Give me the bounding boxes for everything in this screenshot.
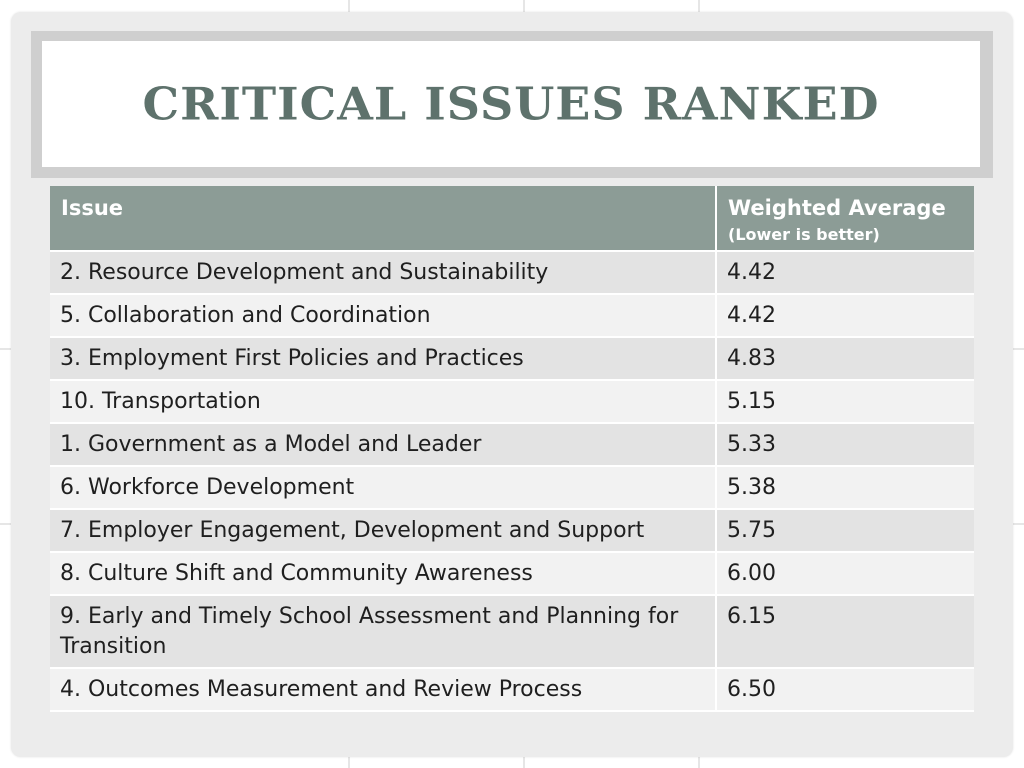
title-box bbox=[31, 31, 993, 178]
table-row bbox=[50, 510, 974, 553]
issue-cell: 9. Early and Timely School Assessment and Planning for Transition bbox=[50, 596, 717, 669]
table-row bbox=[50, 295, 974, 338]
issue-cell: 8. Culture Shift and Community Awareness bbox=[50, 553, 717, 596]
table-row bbox=[50, 381, 974, 424]
weighted-average-cell: 4.83 bbox=[717, 338, 974, 381]
table-row bbox=[50, 596, 974, 669]
weighted-average-note: (Lower is better) bbox=[728, 225, 880, 244]
weighted-average-cell: 6.15 bbox=[717, 596, 974, 669]
weighted-average-cell: 5.38 bbox=[717, 467, 974, 510]
table-row bbox=[50, 467, 974, 510]
issue-cell: 2. Resource Development and Sustainability bbox=[50, 252, 717, 295]
issue-cell: 7. Employer Engagement, Development and Support bbox=[50, 510, 717, 553]
issue-cell: 3. Employment First Policies and Practices bbox=[50, 338, 717, 381]
weighted-average-cell: 4.42 bbox=[717, 295, 974, 338]
issues-table bbox=[50, 186, 974, 712]
issue-cell: 6. Workforce Development bbox=[50, 467, 717, 510]
weighted-average-cell: 5.33 bbox=[717, 424, 974, 467]
weighted-average-cell: 4.42 bbox=[717, 252, 974, 295]
weighted-average-cell: 5.75 bbox=[717, 510, 974, 553]
weighted-average-header-label: Weighted Average bbox=[728, 196, 946, 220]
weighted-average-cell: 6.50 bbox=[717, 669, 974, 712]
title-panel bbox=[42, 41, 980, 167]
table-row bbox=[50, 553, 974, 596]
table-header-row bbox=[50, 186, 974, 252]
issue-cell: 10. Transportation bbox=[50, 381, 717, 424]
weighted-average-cell: 6.00 bbox=[717, 553, 974, 596]
issue-cell: 5. Collaboration and Coordination bbox=[50, 295, 717, 338]
table-row bbox=[50, 669, 974, 712]
issue-header-label: Issue bbox=[61, 196, 124, 220]
issue-cell: 4. Outcomes Measurement and Review Process bbox=[50, 669, 717, 712]
table-row bbox=[50, 338, 974, 381]
slide-title: CRITICAL ISSUES RANKED bbox=[142, 77, 880, 131]
weighted-average-cell: 5.15 bbox=[717, 381, 974, 424]
issue-cell: 1. Government as a Model and Leader bbox=[50, 424, 717, 467]
issue-column-header bbox=[50, 186, 717, 252]
table-row bbox=[50, 252, 974, 295]
table-row bbox=[50, 424, 974, 467]
weighted-average-column-header bbox=[717, 186, 974, 252]
